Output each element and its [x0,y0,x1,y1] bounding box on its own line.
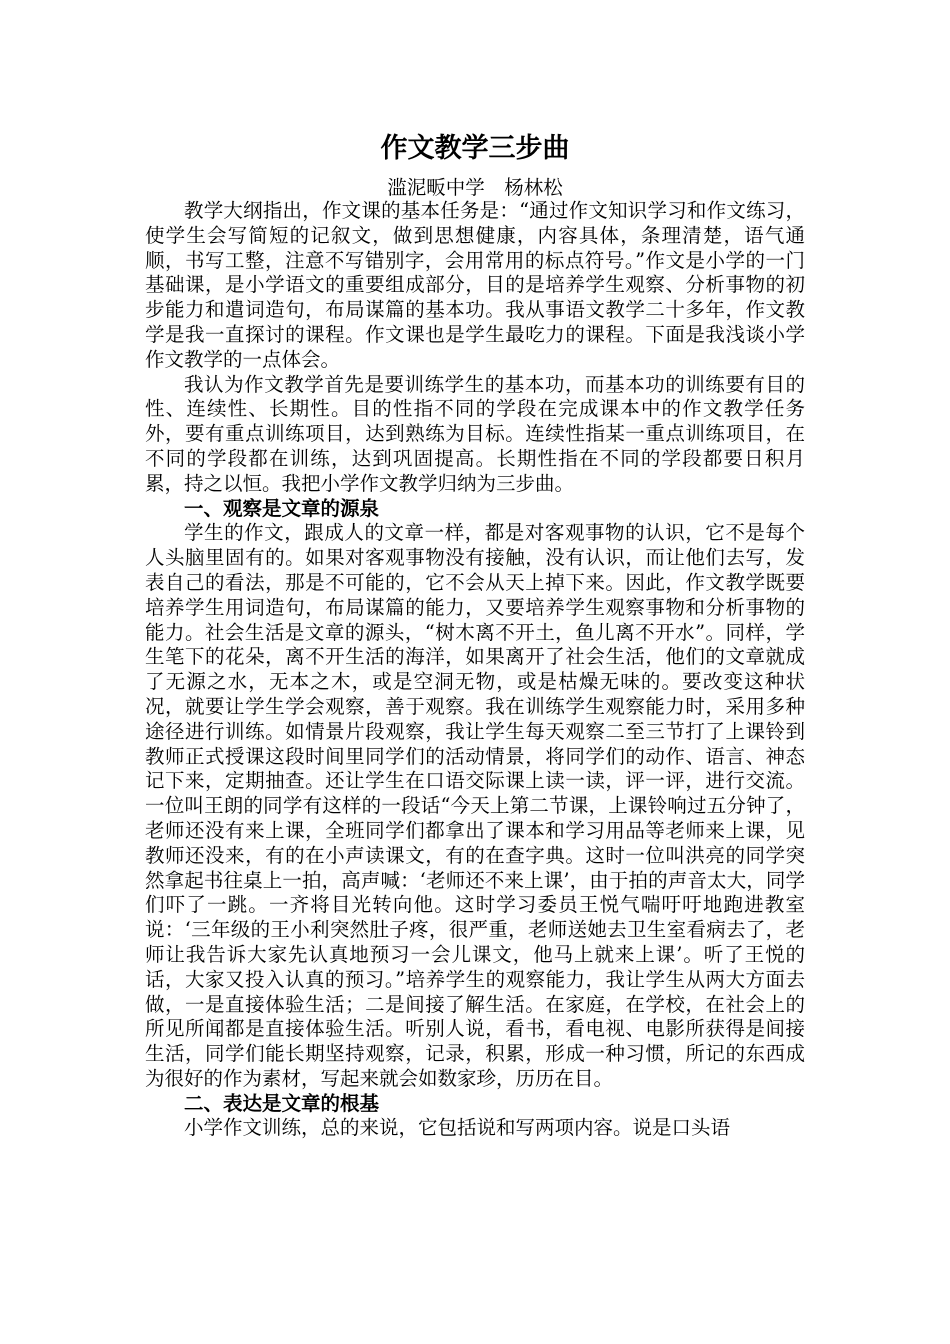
document-title: 作文教学三步曲 [380,133,570,164]
section-heading-expression: 二、表达是文章的根基 [184,1091,380,1115]
section-heading-observation: 一、观察是文章的源泉 [184,496,380,520]
expression-paragraph: 小学作文训练，总的来说，它包括说和写两项内容。说是口头语 [184,1116,731,1140]
method-paragraph: 我认为作文教学首先是要训练学生的基本功，而基本功的训练要有目的性、连续性、长期性。目的性指不同的学段在完成课本中的作文教学任务外，要有重点训练项目，达到熟练为目标。连续性指某一重点训练项目，在不同的学段都在训练，达到巩固提高。长期性指在不同的学段都要日积月累，持之以恒。我把小学作文教学归纳为三步曲。 [145,372,805,495]
document-body [145,199,805,1141]
author-line: 滥泥畈中学 杨林松 [387,176,563,199]
intro-paragraph: 教学大纲指出，作文课的基本任务是：“通过作文知识学习和作文练习，使学生会写简短的记叙文，做到思想健康，内容具体，条理清楚，语气通顺，书写工整，注意不写错别字，会用常用的标点符号。”作文是小学的一门基础课，是小学语文的重要组成部分，目的是培养学生观察、分析事物的初步能力和遣词造句，布局谋篇的基本功。我从事语文教学二十多年，作文教学是我一直探讨的课程。作文课也是学生最吃力的课程。下面是我浅谈小学作文教学的一点体会。 [145,199,805,371]
observation-paragraph: 学生的作文，跟成人的文章一样，都是对客观事物的认识，它不是每个人头脑里固有的。如果对客观事物没有接触，没有认识，而让他们去写，发表自己的看法，那是不可能的，它不会从天上掉下来。因此，作文教学既要培养学生用词造句，布局谋篇的能力，又要培养学生观察事物和分析事物的能力。社会生活是文章的源头，“树木离不开土，鱼儿离不开水”。同样，学生笔下的花朵，离不开生活的海洋，如果离开了社会生活，他们的文章就成了无源之水，无本之木，或是空洞无物，或是枯燥无味的。要改变这种状况，就要让学生学会观察，善于观察。我在训练学生观察能力时，采用多种途径进行训练。如情景片段观察，我让学生每天观察二至三节打了上课铃到教师正式授课这段时间里同学们的活动情景，将同学们的动作、语言、神态记下来，定期抽查。还让学生在口语交际课上读一读，评一评，进行交流。一位叫王朗的同学有这样的一段话“今天上第二节课，上课铃响过五分钟了，老师还没有来上课，全班同学们都拿出了课本和学习用品等老师来上课，见教师还没来，有的在小声读课文，有的在查字典。这时一位叫洪亮的同学突然拿起书往桌上一拍，高声喊：‘老师还不来上课’，由于拍的声音太大，同学们吓了一跳。一齐将目光转向他。这时学习委员王悦气喘吁吁地跑进教室说：‘三年级的王小利突然肚子疼，很严重，老师送她去卫生室看病去了，老师让我告诉大家先认真地预习一会儿课文，他马上就来上课’。听了王悦的话，大家又投入认真的预习。”培养学生的观察能力，我让学生从两大方面去做，一是直接体验生活；二是间接了解生活。在家庭，在学校，在社会上的所见所闻都是直接体验生活。听别人说，看书，看电视、电影所获得是间接生活，同学们能长期坚持观察，记录，积累，形成一种习惯，所记的东西成为很好的作为素材，写起来就会如数家珍，历历在目。 [145,521,805,1090]
